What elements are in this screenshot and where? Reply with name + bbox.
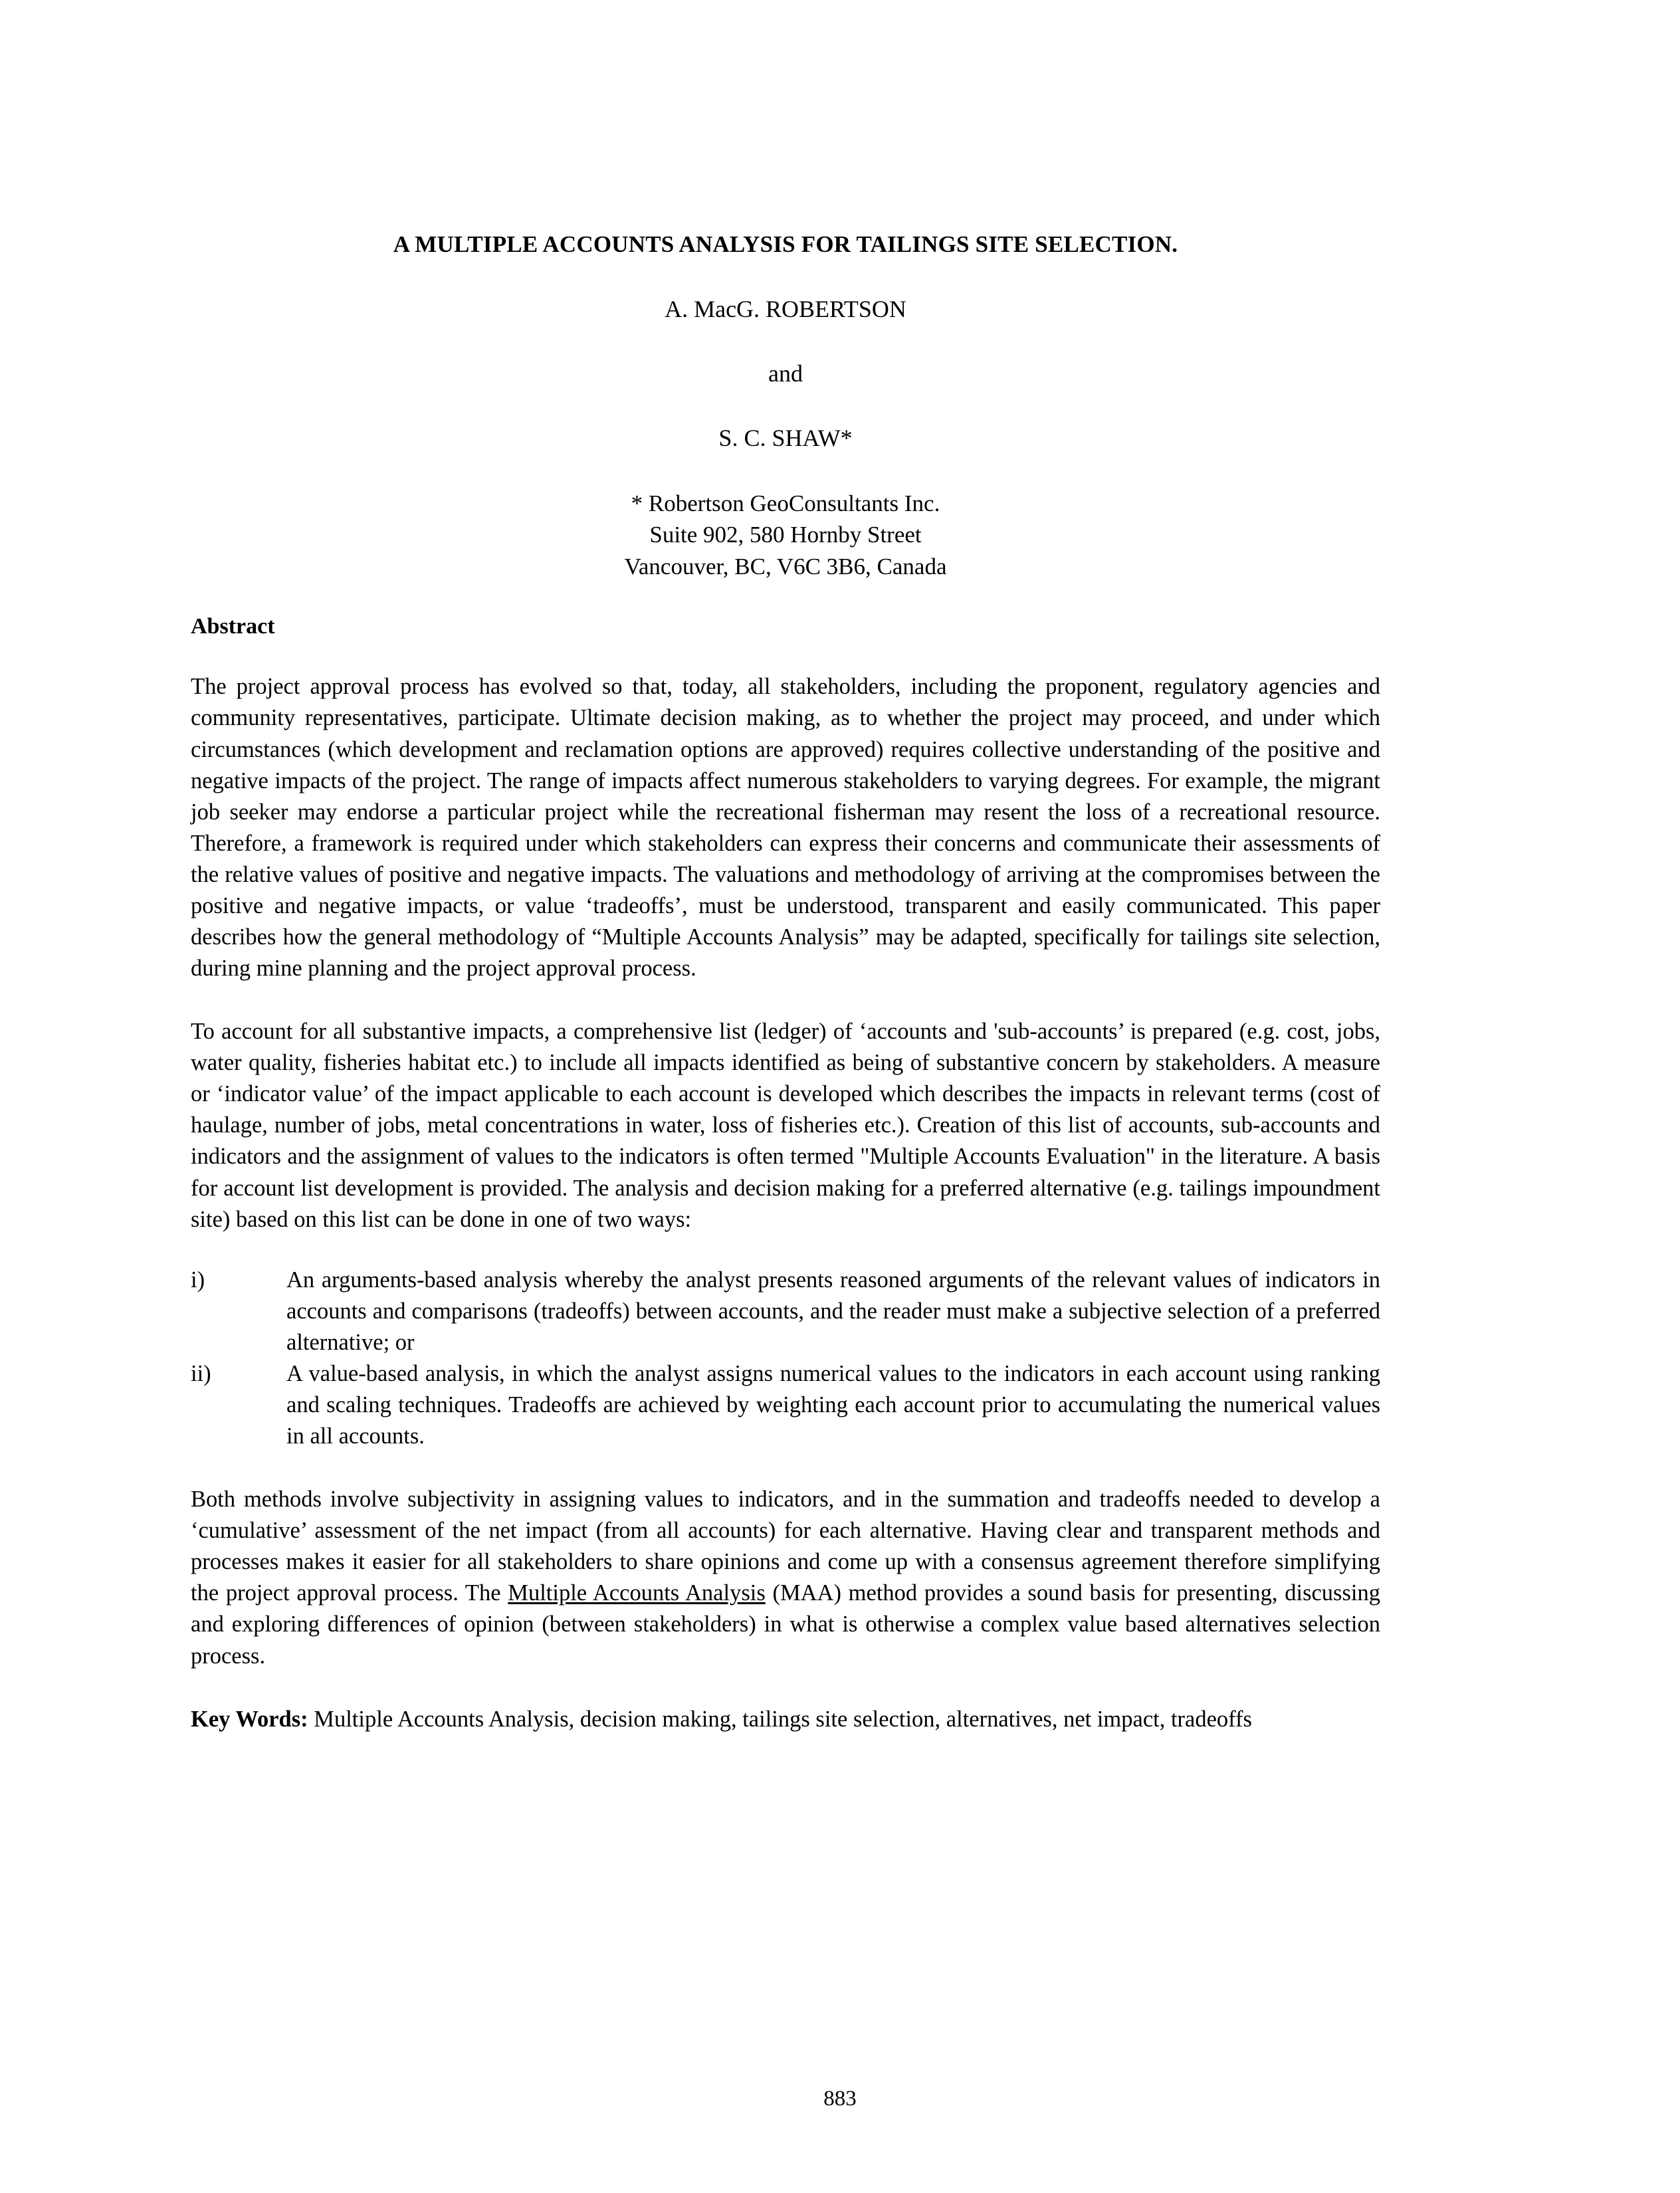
list-item-text: A value-based analysis, in which the analyst assigns numerical values to the indicators in each account using ranking and scaling techniques. Tradeoffs are achieved by weighting each account prior to accumulating the numerical values in all accounts. xyxy=(286,1360,1380,1449)
keywords-value: Multiple Accounts Analysis, decision making, tailings site selection, alternatives, net impact, tradeoffs xyxy=(308,1706,1252,1732)
affiliation-line-city: Vancouver, BC, V6C 3B6, Canada xyxy=(624,553,947,579)
keywords-label: Key Words: xyxy=(191,1706,308,1732)
affiliation-line-organization: * Robertson GeoConsultants Inc. xyxy=(631,490,940,516)
keywords-line xyxy=(191,1704,1380,1735)
abstract-paragraph-3 xyxy=(191,1484,1380,1671)
list-item xyxy=(191,1358,1380,1452)
list-item-marker: i) xyxy=(191,1267,205,1293)
list-item-text: An arguments-based analysis whereby the analyst presents reasoned arguments of the relevant values of indicators in accounts and comparisons (tradeoffs) between accounts, and the reader must make a subjective selection of a preferred alternative; or xyxy=(286,1267,1380,1355)
abstract-paragraph-2: To account for all substantive impacts, a comprehensive list (ledger) of ‘accounts and 'sub-accounts’ is prepared (e.g. cost, jobs, water quality, fisheries habitat etc.) to include all impacts identified as being of substantive concern by stakeholders. A measure or ‘indicator value’ of the impact applicable to each account is developed which describes the impacts in relevant terms (cost of haulage, number of jobs, metal concentrations in water, loss of fisheries etc.). Creation of this list of accounts, sub-accounts and indicators and the assignment of values to the indicators is often termed "Multiple Accounts Evaluation" in the literature. A basis for account list development is provided. The analysis and decision making for a preferred alternative (e.g. tailings impoundment site) based on this list can be done in one of two ways: xyxy=(191,1019,1380,1232)
abstract-paragraph-1: The project approval process has evolved so that, today, all stakeholders, including the proponent, regulatory agencies and community representatives, participate. Ultimate decision making, as to whether the project may proceed, and under which circumstances (which development and reclamation options are approved) requires collective understanding of the positive and negative impacts of the project. The range of impacts affect numerous stakeholders to varying degrees. For example, the migrant job seeker may endorse a particular project while the recreational fisherman may resent the loss of a recreational resource. Therefore, a framework is required under which stakeholders can express their concerns and communicate their assessments of the relative values of positive and negative impacts. The valuations and methodology of arriving at the compromises between the positive and negative impacts, or value ‘tradeoffs’, must be understood, transparent and easily communicated. This paper describes how the general methodology of “Multiple Accounts Analysis” may be adapted, specifically for tailings site selection, during mine planning and the project approval process. xyxy=(191,674,1380,982)
list-item-marker: ii) xyxy=(191,1360,211,1386)
affiliation-block xyxy=(191,488,1380,583)
page-title: A MULTIPLE ACCOUNTS ANALYSIS FOR TAILINGS SITE SELECTION. xyxy=(393,231,1178,257)
paragraph-text-after-underline: (MAA) method provides a sound basis for presenting, discussing and exploring differences of opinion (between stakeholders) in what is otherwise a complex value based alternatives selection process. xyxy=(191,1580,1380,1669)
page-content xyxy=(191,0,1380,1735)
affiliation-line-street: Suite 902, 580 Hornby Street xyxy=(649,522,922,548)
paragraph-text-before-underline: Both methods involve subjectivity in assigning values to indicators, and in the summation and tradeoffs needed to develop a ‘cumulative’ assessment of the net impact (from all accounts) for each alternative. Having clear and transparent methods and processes makes it easier for all stakeholders to share opinions and come up with a consensus agreement therefore simplifying the project approval process. The xyxy=(191,1487,1380,1606)
maa-underlined-term: Multiple Accounts Analysis xyxy=(508,1580,766,1606)
list-item xyxy=(191,1265,1380,1358)
author-conjunction: and xyxy=(768,360,803,387)
methods-list xyxy=(191,1265,1380,1452)
page-number: 883 xyxy=(823,2087,857,2111)
author-name-primary: A. MacG. ROBERTSON xyxy=(665,296,906,322)
author-name-secondary: S. C. SHAW* xyxy=(718,425,853,452)
abstract-heading: Abstract xyxy=(191,614,275,639)
